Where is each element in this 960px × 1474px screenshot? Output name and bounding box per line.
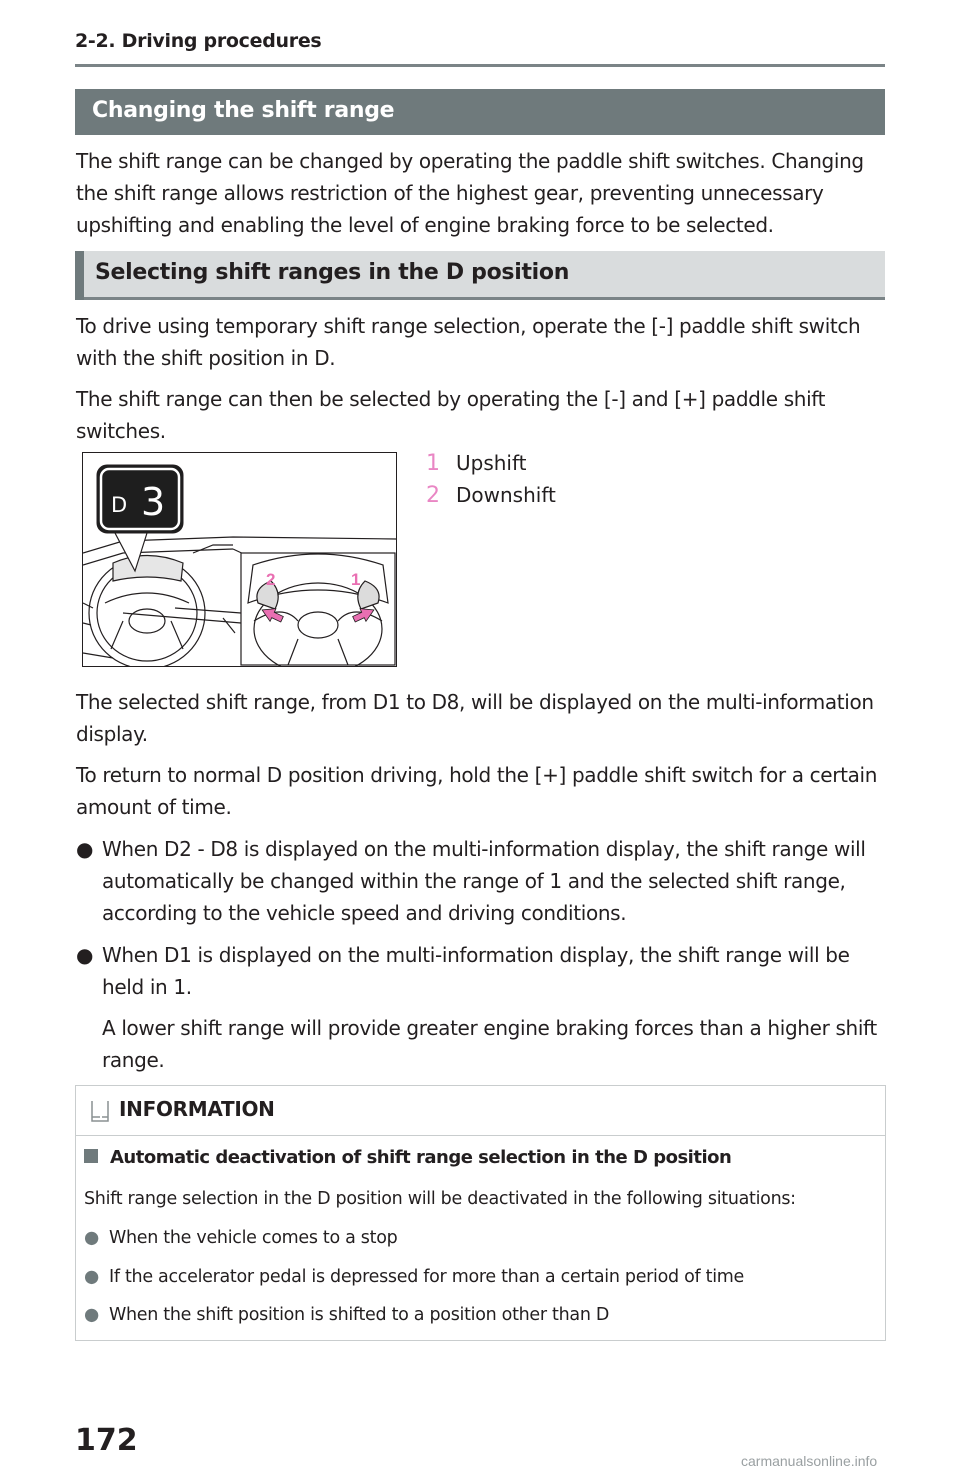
bullet-dot-icon: ● xyxy=(84,1228,99,1248)
bullet-dot-icon: ● xyxy=(76,837,94,861)
bullet-text: When D1 is displayed on the multi-information display, the shift range will be held in 1. xyxy=(102,943,850,999)
legend-item xyxy=(426,479,556,512)
information-subheading xyxy=(84,1147,731,1168)
paragraph-changing: The shift range can be changed by operating the paddle shift switches. Changing the shift range allows restriction of the highest gear, preventing unnecessary upshifting and enabling the level of engine braking force to be selected. xyxy=(76,149,864,237)
gear-display-badge xyxy=(97,465,183,533)
information-box xyxy=(75,1085,886,1341)
information-label: INFORMATION xyxy=(119,1097,275,1121)
paragraph-return-normal: To return to normal D position driving, hold the [+] paddle shift switch for a certain amount of time. xyxy=(76,763,878,819)
legend-item xyxy=(426,447,527,480)
legend-number: 2 xyxy=(426,483,440,508)
paragraph-paddle-switches: The shift range can then be selected by operating the [-] and [+] paddle shift switches. xyxy=(76,387,826,443)
information-item xyxy=(84,1267,744,1287)
item-text: When the shift position is shifted to a position other than D xyxy=(108,1305,610,1325)
section-title: Selecting shift ranges in the D position xyxy=(95,260,570,285)
legend-label: Upshift xyxy=(456,451,527,475)
bullet-item xyxy=(76,833,882,929)
running-head: 2-2. Driving procedures xyxy=(75,30,322,52)
item-text: When the vehicle comes to a stop xyxy=(108,1228,398,1248)
bullet-text: When D2 - D8 is displayed on the multi-information display, the shift range will automatically be changed within the range of 1 and the selected shift range, according to the vehicle speed and driving conditions. xyxy=(102,837,866,925)
paddle-shift-illustration xyxy=(82,452,397,667)
information-intro: Shift range selection in the D position will be deactivated in the following situations: xyxy=(84,1189,796,1209)
bullet-item xyxy=(76,939,882,1003)
square-bullet-icon xyxy=(84,1149,98,1163)
paragraph-engine-braking: A lower shift range will provide greater engine braking forces than a higher shift range. xyxy=(102,1016,877,1072)
memo-icon xyxy=(90,1099,110,1123)
bullet-dot-icon: ● xyxy=(76,943,94,967)
paragraph-displayed-range: The selected shift range, from D1 to D8, will be displayed on the multi-information display. xyxy=(76,690,874,746)
legend-label: Downshift xyxy=(456,483,556,507)
bullet-dot-icon: ● xyxy=(84,1267,99,1287)
information-header xyxy=(76,1086,885,1136)
page-number: 172 xyxy=(75,1423,138,1458)
item-text: If the accelerator pedal is depressed for more than a certain period of time xyxy=(108,1267,744,1287)
callout-downshift: 2 xyxy=(266,570,276,589)
section-heading-changing xyxy=(75,89,885,135)
steering-wheel-diagram xyxy=(83,453,396,666)
bullet-dot-icon: ● xyxy=(84,1305,99,1325)
information-item xyxy=(84,1305,609,1325)
watermark: carmanualsonline.info xyxy=(741,1453,878,1469)
legend-number: 1 xyxy=(426,451,440,476)
subheading-text: Automatic deactivation of shift range selection in the D position xyxy=(110,1147,732,1168)
paragraph-temporary-selection: To drive using temporary shift range selection, operate the [-] paddle shift switch with the shift position in D. xyxy=(76,314,861,370)
display-letter: D xyxy=(111,493,128,517)
heading-accent xyxy=(75,251,84,300)
callout-upshift: 1 xyxy=(351,570,361,589)
header-rule xyxy=(75,64,885,67)
display-number: 3 xyxy=(141,480,166,524)
information-item xyxy=(84,1228,397,1248)
section-heading-selecting xyxy=(75,251,885,300)
section-title: Changing the shift range xyxy=(92,98,395,123)
